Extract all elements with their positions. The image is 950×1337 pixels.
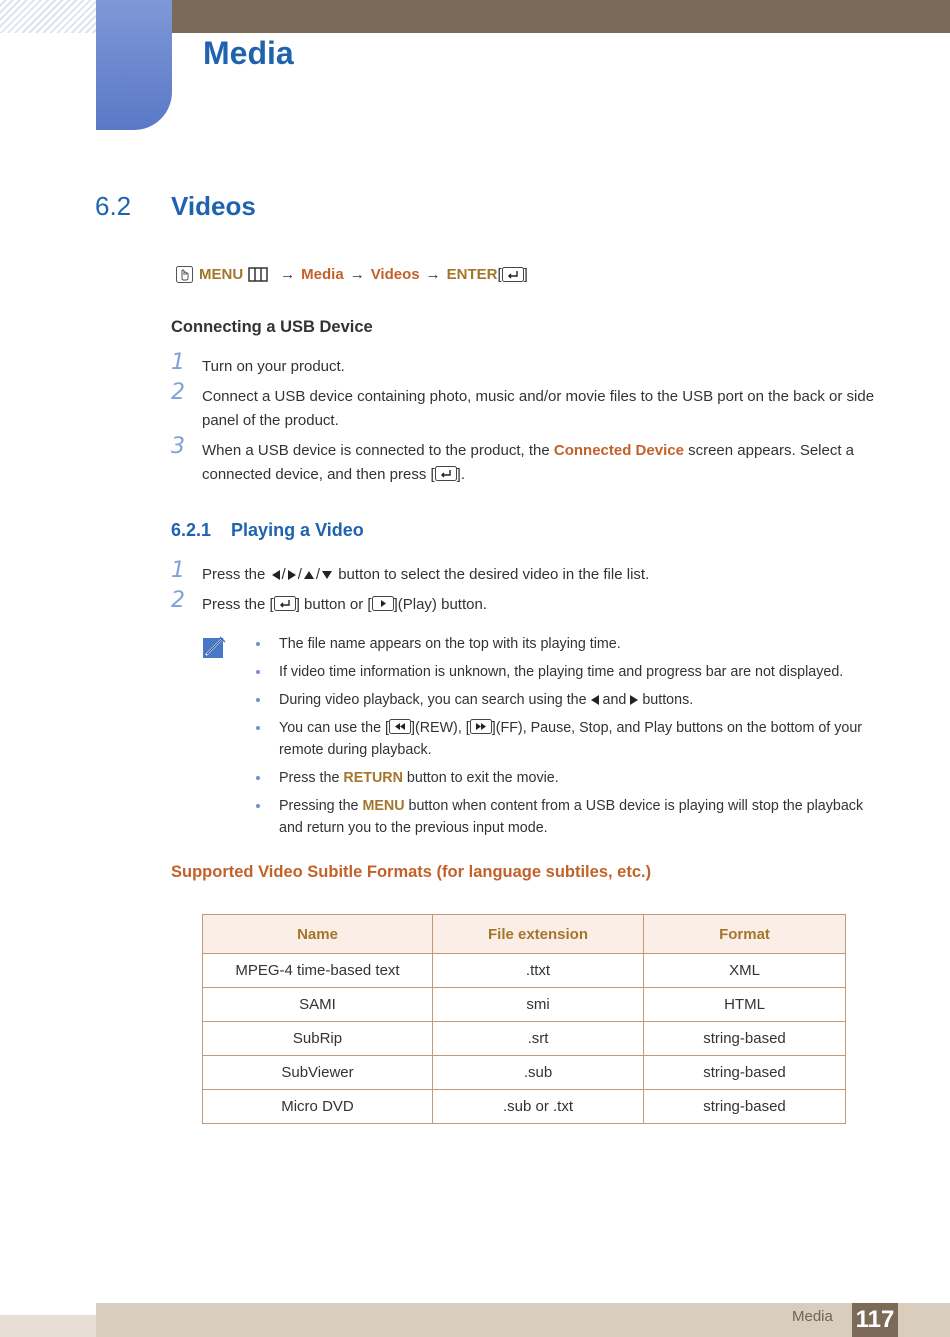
step-text: Turn on your product. bbox=[202, 358, 345, 375]
fast-forward-icon bbox=[470, 719, 492, 734]
table-cell: SubRip bbox=[203, 1022, 433, 1056]
menu-icon bbox=[248, 267, 268, 282]
list-item: The file name appears on the top with its playing time. bbox=[249, 633, 889, 655]
step-number: 1 bbox=[171, 350, 185, 375]
table-row bbox=[203, 1090, 846, 1124]
playing-heading: 6.2.1 Playing a Video bbox=[171, 520, 364, 540]
arrow-up-icon bbox=[304, 571, 314, 579]
menu-media: Media bbox=[301, 266, 344, 283]
hand-icon bbox=[176, 266, 193, 283]
list-item: During video playback, you can search using the and buttons. bbox=[249, 689, 889, 711]
list-item: Pressing the MENU button when content from a USB device is playing will stop the playback and return you to the previous input mode. bbox=[249, 795, 889, 839]
step-text: Press the / / / button to select the desired video in the file list. bbox=[202, 566, 650, 583]
table-cell: SubViewer bbox=[203, 1056, 433, 1090]
note-pencil-icon bbox=[203, 635, 227, 659]
table-cell: Micro DVD bbox=[203, 1090, 433, 1124]
connect-step-1 bbox=[171, 350, 886, 379]
table-cell: smi bbox=[433, 988, 644, 1022]
rewind-icon bbox=[389, 719, 411, 734]
menu-keyword: MENU bbox=[199, 266, 244, 283]
table-cell: string-based bbox=[644, 1022, 846, 1056]
connecting-heading: Connecting a USB Device bbox=[171, 318, 373, 336]
page-number: 117 bbox=[852, 1303, 898, 1337]
list-item: If video time information is unknown, the playing time and progress bar are not displayed. bbox=[249, 661, 889, 683]
table-cell: SAMI bbox=[203, 988, 433, 1022]
arrow-left-icon bbox=[591, 695, 599, 705]
table-row bbox=[203, 1056, 846, 1090]
chapter-tab bbox=[96, 0, 172, 130]
step-text: Press the [ ] button or [ ](Play) button. bbox=[202, 596, 487, 613]
table-cell: .srt bbox=[433, 1022, 644, 1056]
arrow-1: → bbox=[280, 266, 296, 283]
subtitle-formats-table bbox=[202, 914, 846, 1124]
bracket-open: [ bbox=[497, 266, 502, 283]
menu-videos: Videos bbox=[370, 266, 420, 283]
table-header-row bbox=[203, 915, 846, 954]
table-cell: MPEG-4 time-based text bbox=[203, 954, 433, 988]
table-cell: .sub or .txt bbox=[433, 1090, 644, 1124]
play-icon bbox=[372, 595, 394, 610]
arrow-down-icon bbox=[322, 571, 332, 579]
step-number: 3 bbox=[171, 434, 185, 459]
column-header: Name bbox=[203, 915, 433, 954]
table-cell: HTML bbox=[644, 988, 846, 1022]
return-keyword: RETURN bbox=[343, 770, 403, 786]
column-header: File extension bbox=[433, 915, 644, 954]
arrow-left-icon bbox=[272, 570, 280, 580]
step-text: When a USB device is connected to the product, the Connected Device screen appears. Select a connected device, and then press [ ]. bbox=[202, 442, 855, 483]
header-bar bbox=[96, 0, 950, 33]
arrow-3: → bbox=[425, 266, 441, 283]
arrow-right-icon bbox=[288, 570, 296, 580]
step-number: 1 bbox=[171, 558, 185, 583]
table-row bbox=[203, 988, 846, 1022]
table-cell: .sub bbox=[433, 1056, 644, 1090]
list-item: You can use the [ ](REW), [ ](FF), Pause, Stop, and Play buttons on the bottom of your remote during playback. bbox=[249, 717, 889, 761]
connect-step-3 bbox=[171, 434, 886, 487]
arrow-2: → bbox=[349, 266, 365, 283]
subtitle-formats-title: Supported Video Subitle Formats (for language subtiles, etc.) bbox=[171, 863, 652, 881]
enter-icon bbox=[274, 595, 296, 610]
footer-chapter-label: Media bbox=[792, 1308, 833, 1325]
footer-left-strip bbox=[0, 1315, 96, 1337]
bracket-close: ] bbox=[523, 266, 528, 283]
enter-icon bbox=[502, 267, 524, 282]
list-item: Press the RETURN button to exit the movie. bbox=[249, 767, 889, 789]
play-step-2 bbox=[171, 588, 886, 617]
step-number: 2 bbox=[171, 588, 185, 613]
table-row bbox=[203, 954, 846, 988]
connect-step-2 bbox=[171, 380, 886, 433]
table-cell: string-based bbox=[644, 1056, 846, 1090]
chapter-title: Media bbox=[203, 35, 294, 71]
table-cell: .ttxt bbox=[433, 954, 644, 988]
section-title: Videos bbox=[171, 191, 256, 221]
menu-path bbox=[176, 266, 528, 283]
connected-device-highlight: Connected Device bbox=[553, 442, 684, 459]
table-cell: XML bbox=[644, 954, 846, 988]
step-number: 2 bbox=[171, 380, 185, 405]
enter-icon bbox=[435, 465, 457, 480]
menu-keyword: MENU bbox=[362, 798, 405, 814]
header-hatch-pattern bbox=[0, 0, 96, 33]
section-number: 6.2 bbox=[95, 191, 132, 221]
note-list bbox=[249, 633, 889, 845]
play-step-1 bbox=[171, 558, 886, 587]
enter-keyword: ENTER bbox=[446, 266, 498, 283]
table-cell: string-based bbox=[644, 1090, 846, 1124]
table-row bbox=[203, 1022, 846, 1056]
step-text: Connect a USB device containing photo, music and/or movie files to the USB port on the back or side panel of the product. bbox=[202, 388, 875, 429]
column-header: Format bbox=[644, 915, 846, 954]
